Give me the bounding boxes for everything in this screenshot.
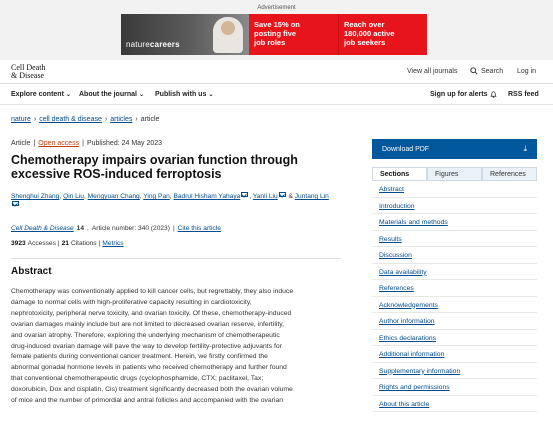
accesses-label: Accesses (27, 240, 56, 247)
nav-about-journal[interactable]: About the journal ⌄ (79, 91, 144, 98)
main-nav (0, 85, 553, 105)
ad-label: Advertisement (257, 5, 296, 11)
login-link[interactable]: Log in (517, 68, 537, 75)
volume: 14 (76, 225, 85, 232)
breadcrumb-journal[interactable]: cell death & disease (39, 116, 102, 123)
section-link-acknowledgements[interactable]: Acknowledgements (372, 297, 537, 314)
section-link-ethics[interactable]: Ethics declarations (372, 330, 537, 347)
author-link[interactable]: Juntang Lin (294, 193, 329, 200)
journal-logo[interactable]: Cell Death & Disease (11, 63, 46, 80)
citations-count: 21 (61, 240, 69, 247)
open-access-link[interactable]: Open access (38, 140, 80, 147)
article-number: Article number: 340 (2023) (91, 225, 170, 232)
author-list: Shenghui Zhang, Qin Liu, Mengyuan Chang, Ying Pan, Badrul Hisham Yahaya , Yanli Liu & Juntang Lin (11, 192, 341, 210)
ad-brand: naturecareers (126, 40, 180, 49)
nav-explore-content[interactable]: Explore content ⌄ (11, 91, 71, 98)
article-title: Chemotherapy impairs ovarian function through excessive ROS-induced ferroptosis (11, 153, 298, 181)
sections-list (372, 181, 537, 412)
journal-citation: Cell Death & Disease 14 , Article number: 340 (2023) | Cite this article (11, 225, 221, 232)
site-header (0, 60, 553, 84)
section-link-abstract[interactable]: Abstract (372, 181, 537, 198)
tab-references[interactable]: References (482, 167, 537, 180)
tab-sections[interactable]: Sections (372, 167, 427, 180)
nav-publish-with-us[interactable]: Publish with us ⌄ (155, 91, 214, 98)
search-button[interactable]: Search (470, 67, 503, 75)
ad-reach-text: Reach over 180,000 active job seekers (338, 14, 427, 55)
chevron-down-icon: ⌄ (138, 92, 144, 98)
sidebar-tabs (372, 167, 537, 181)
section-link-rights[interactable]: Rights and permissions (372, 379, 537, 396)
breadcrumb-current: article (140, 116, 160, 123)
bell-icon (490, 91, 497, 98)
ad-person-photo (213, 17, 243, 53)
rss-feed-link[interactable]: RSS feed (508, 91, 539, 98)
section-link-supplementary[interactable]: Supplementary information (372, 363, 537, 380)
ad-image (121, 14, 249, 55)
author-link[interactable]: Yanli Liu (252, 193, 278, 200)
signup-alerts-link[interactable]: Sign up for alerts (430, 91, 497, 98)
published-date: Published: 24 May 2023 (86, 140, 163, 147)
mail-icon[interactable] (279, 192, 286, 197)
advertisement-strip (0, 0, 553, 60)
section-link-references[interactable]: References (372, 280, 537, 297)
abstract-text: Chemotherapy was conventionally applied to kill cancer cells, but regrettably, they also induce damage to normal cells with high-proliferative capacity resulting in cardiotoxicity, nephrotoxicity, peripheral nerve toxicity, and ovarian toxicity. Of these, chemotherapy-induced ovarian damages mainly include but are not limited to decreased ovarian reserve, infertility, and ovarian atrophy. Therefore, exploring the underlying mechanism of chemotherapeutic drug-induced ovarian damage will pave the way to develop fertility-protective adjuvants for female patients during conventional cancer treatment. Herein, we firstly confirmed the abnormal gonadal hormone levels in patients who received chemotherapy and further found that conventional chemotherapeutic drugs (cyclophosphamide, CTX; paclitaxel, Tax; doxorubicin, Dox and cisplatin, Cis) treatment significantly decreased both the ovarian volume of mice and the number of primordial and antral follicles and accompanied with the ovarian (11, 288, 294, 405)
section-link-results[interactable]: Results (372, 231, 537, 248)
search-icon (470, 67, 478, 75)
section-link-data-availability[interactable]: Data availability (372, 264, 537, 281)
section-link-materials-methods[interactable]: Materials and methods (372, 214, 537, 231)
view-all-journals-link[interactable]: View all journals (407, 68, 458, 75)
ad-offer-text: Save 15% on posting five job roles (249, 14, 338, 55)
author-link[interactable]: Qin Liu (63, 193, 84, 200)
author-link[interactable]: Mengyuan Chang (87, 193, 140, 200)
breadcrumb: nature › cell death & disease › articles › article (11, 116, 160, 123)
article-type: Article (11, 140, 31, 147)
divider (11, 258, 341, 259)
tab-figures[interactable]: Figures (427, 167, 482, 180)
mail-icon[interactable] (12, 201, 19, 206)
section-link-about-article[interactable]: About this article (372, 396, 537, 413)
download-icon: ⤓ (523, 144, 527, 153)
section-link-author-information[interactable]: Author information (372, 313, 537, 330)
citations-label: Citations (70, 240, 97, 247)
breadcrumb-nature[interactable]: nature (11, 116, 31, 123)
author-link[interactable]: Shenghui Zhang (11, 193, 60, 200)
metrics-link[interactable]: Metrics (102, 240, 124, 247)
ad-banner[interactable] (121, 14, 427, 55)
article-meta: Article | Open access | Published: 24 May 2023 (11, 140, 163, 147)
author-link[interactable]: Badrul Hisham Yahaya (173, 193, 241, 200)
journal-name-link[interactable]: Cell Death & Disease (11, 225, 74, 232)
cite-this-article-link[interactable]: Cite this article (177, 225, 221, 232)
mail-icon[interactable] (241, 192, 248, 197)
section-link-additional-info[interactable]: Additional information (372, 346, 537, 363)
chevron-down-icon: ⌄ (208, 92, 214, 98)
section-link-discussion[interactable]: Discussion (372, 247, 537, 264)
chevron-down-icon: ⌄ (65, 92, 71, 98)
download-pdf-button[interactable]: Download PDF ⤓ (372, 139, 537, 159)
section-link-introduction[interactable]: Introduction (372, 198, 537, 215)
accesses-count: 3923 (11, 240, 26, 247)
article-metrics: 3923 Accesses | 21 Citations | Metrics (11, 240, 124, 247)
abstract-heading: Abstract (11, 266, 52, 277)
author-link[interactable]: Ying Pan (143, 193, 170, 200)
breadcrumb-articles[interactable]: articles (110, 116, 133, 123)
